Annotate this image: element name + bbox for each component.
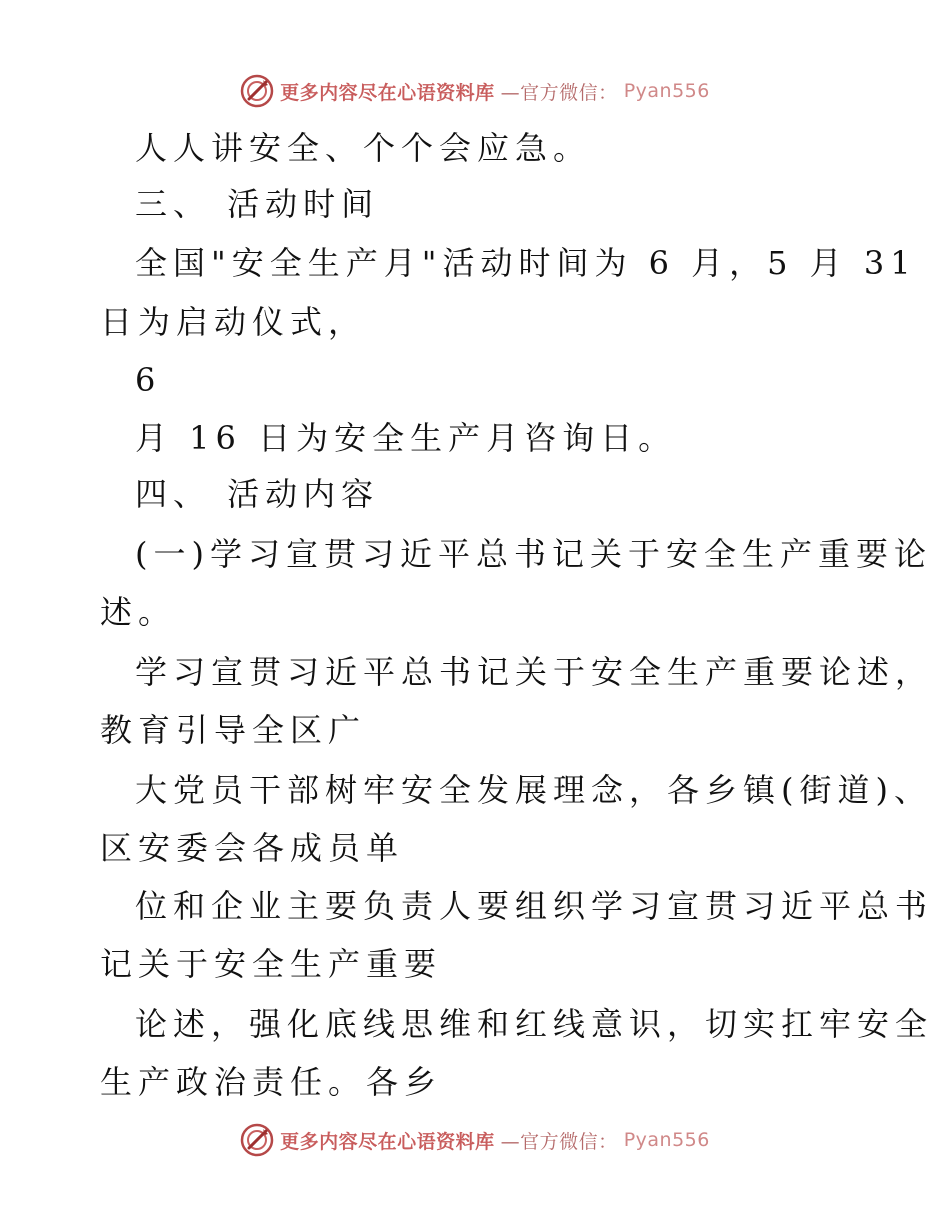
- brand-logo-icon: [240, 74, 274, 108]
- watermark-wechat-id: Pyan556: [623, 80, 710, 102]
- text-line: (一)学习宣贯习近平总书记关于安全生产重要论: [135, 535, 932, 573]
- watermark-brand: 更多内容尽在心语资料库: [280, 81, 495, 104]
- text-line: 教育引导全区广: [100, 711, 367, 749]
- text-line: 位和企业主要负责人要组织学习宣贯习近平总书: [135, 887, 934, 925]
- section-heading: 三、 活动时间: [135, 185, 380, 223]
- footer-watermark: [0, 1123, 950, 1157]
- text-line: 生产政治责任。各乡: [100, 1063, 443, 1101]
- text-line: 学习宣贯习近平总书记关于安全生产重要论述，: [135, 653, 934, 691]
- brand-logo-icon: [240, 1123, 274, 1157]
- text-line: 6: [135, 361, 162, 399]
- text-line: 人人讲安全、个个会应急。: [135, 129, 592, 167]
- text-line: 全国"安全生产月"活动时间为 6 月，5 月 31: [135, 244, 917, 282]
- text-line: 日为启动仪式，: [100, 303, 367, 341]
- text-line: 月 16 日为安全生产月咨询日。: [135, 419, 677, 457]
- text-line: 述。: [100, 593, 177, 631]
- watermark-brand: 更多内容尽在心语资料库: [280, 1130, 495, 1153]
- section-heading: 四、 活动内容: [135, 475, 380, 513]
- text-line: 区安委会各成员单: [100, 829, 405, 867]
- watermark-label: —官方微信：: [500, 81, 618, 104]
- watermark-wechat-id: Pyan556: [623, 1129, 710, 1151]
- watermark-label: —官方微信：: [500, 1130, 618, 1153]
- header-watermark: [0, 74, 950, 108]
- text-line: 大党员干部树牢安全发展理念，各乡镇(街道)、: [135, 771, 932, 809]
- text-line: 论述，强化底线思维和红线意识，切实扛牢安全: [135, 1005, 934, 1043]
- text-line: 记关于安全生产重要: [100, 945, 443, 983]
